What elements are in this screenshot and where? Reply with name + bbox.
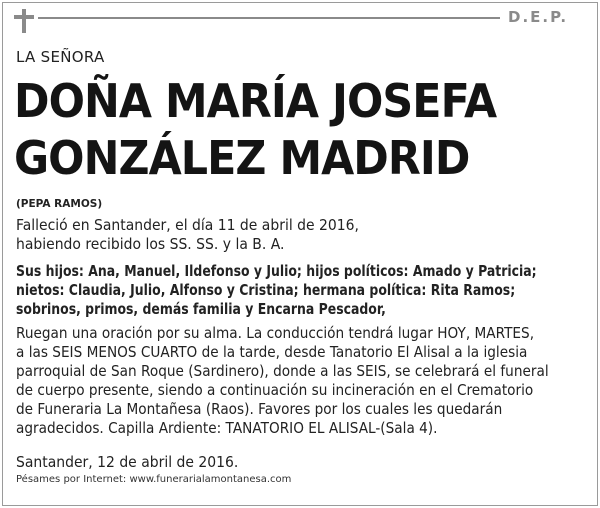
family-line: Sus hijos: Ana, Manuel, Ildefonso y Julio; hijos políticos: Amado y Patricia;: [16, 262, 537, 280]
request-line: a las SEIS MENOS CUARTO de la tarde, desde Tanatorio El Alisal a la iglesia: [16, 343, 528, 361]
title-prefix: LA SEÑORA: [16, 48, 105, 66]
death-paragraph: [16, 216, 531, 254]
deceased-name-line-2: GONZÁLEZ MADRID: [14, 131, 470, 185]
cross-icon: [14, 9, 34, 33]
dep-label: D.E.P.: [508, 8, 569, 26]
header-rule: [38, 17, 500, 19]
family-paragraph: [16, 262, 537, 319]
request-line: Ruegan una oración por su alma. La conducción tendrá lugar HOY, MARTES,: [16, 324, 535, 342]
family-line: nietos: Claudia, Julio, Alfonso y Cristina; hermana política: Rita Ramos;: [16, 281, 516, 299]
place-date: [16, 453, 531, 472]
request-line: de cuerpo presente, siendo a continuación su incineración en el Crematorio: [16, 381, 534, 399]
nickname: (PEPA RAMOS): [16, 198, 103, 210]
request-line: agradecidos. Capilla Ardiente: TANATORIO EL ALISAL-(Sala 4).: [16, 419, 438, 437]
deceased-name-line-1: DOÑA MARÍA JOSEFA: [14, 74, 497, 128]
request-line: de Funeraria La Montañesa (Raos). Favores por los cuales les quedarán: [16, 400, 503, 418]
request-paragraph: [16, 324, 549, 438]
request-line: parroquial de San Roque (Sardinero), donde a las SEIS, se celebrará el funeral: [16, 362, 549, 380]
condolences-link: Pésames por Internet: www.funerarialamontanesa.com: [16, 474, 292, 485]
family-line: sobrinos, primos, demás familia y Encarna Pescador,: [16, 300, 386, 318]
place-date-text: Santander, 12 de abril de 2016.: [16, 453, 239, 471]
death-line: Falleció en Santander, el día 11 de abril de 2016,: [16, 216, 359, 234]
death-line: habiendo recibido los SS. SS. y la B. A.: [16, 235, 285, 253]
